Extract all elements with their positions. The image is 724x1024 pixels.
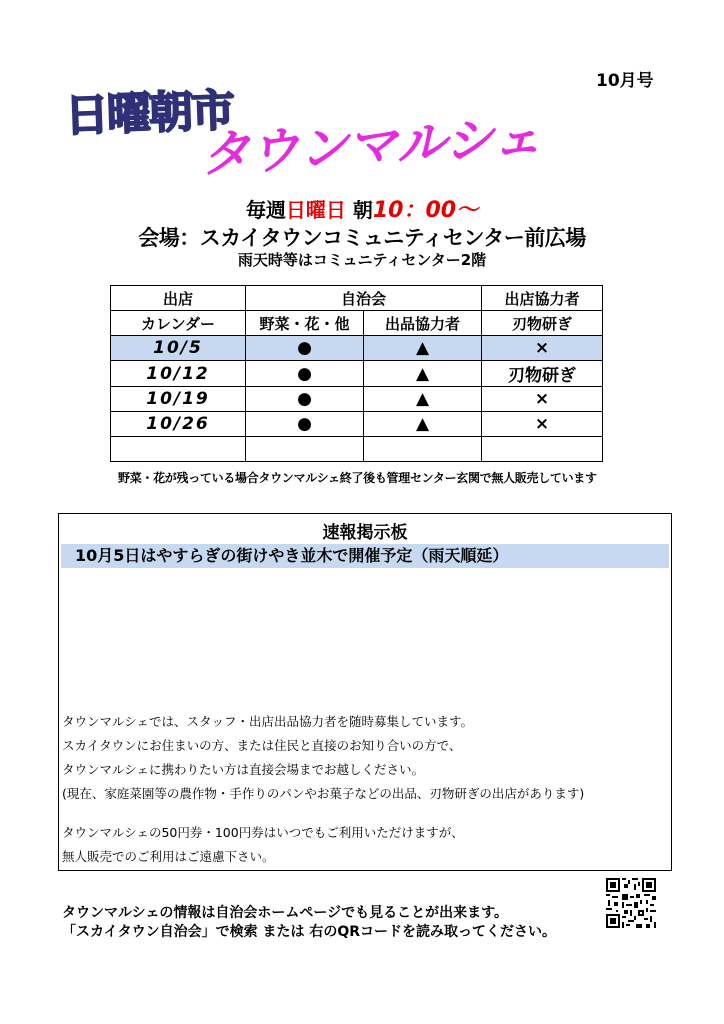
row-sharpening: ×	[482, 336, 603, 361]
venue-line: 会場：スカイタウンコミュニティセンター前広場	[138, 226, 586, 250]
schedule-day: 日曜日	[285, 198, 346, 222]
calendar-subheader-contributors: 出品協力者	[364, 311, 482, 336]
calendar-note: 野菜・花が残っている場合タウンマルシェ終了後も管理センター玄関で無人販売しています	[118, 471, 597, 485]
empty-cell	[364, 437, 482, 462]
row-sharpening: ×	[482, 412, 603, 437]
row-vegetables: ●	[246, 387, 364, 412]
table-row	[111, 412, 603, 437]
rain-venue-line: 雨天時等はコミュニティセンター2階	[237, 251, 487, 269]
table-row	[111, 387, 603, 412]
qr-code-icon[interactable]	[606, 878, 656, 928]
calendar-header-group2: 出店協力者	[482, 286, 603, 311]
empty-cell	[111, 437, 246, 462]
logo-title-kana: タウンマルシェ	[198, 108, 543, 184]
calendar-subheader-vegetables: 野菜・花・他	[246, 311, 364, 336]
calendar-header-title: 出店	[111, 286, 246, 311]
footer-line-1: タウンマルシェの情報は自治会ホームページでも見ることが出来ます。	[62, 905, 508, 921]
row-sharpening: 刃物研ぎ	[482, 361, 603, 387]
board-line: (現在、家庭菜園等の農作物・手作りのパンやお菓子などの出品、刃物研ぎの出店があります)	[62, 786, 585, 801]
issue-label: 10月号	[596, 71, 654, 91]
calendar-subheader-sharpening: 刃物研ぎ	[482, 311, 603, 336]
footer-line-2: 「スカイタウン自治会」で検索 または 右のQRコードを読み取ってください。	[62, 924, 557, 940]
schedule-line	[0, 193, 724, 224]
logo-title-kanji: 日曜朝市	[64, 85, 234, 143]
schedule-time: 10：00～	[372, 198, 479, 223]
bulletin-board	[58, 513, 672, 871]
row-contributors: ▲	[364, 387, 482, 412]
row-date: 10/5	[111, 336, 246, 361]
board-line: スカイタウンにお住まいの方、または住民と直接のお知り合いの方で、	[62, 738, 462, 753]
row-vegetables: ●	[246, 412, 364, 437]
row-sharpening: ×	[482, 387, 603, 412]
row-date: 10/26	[111, 412, 246, 437]
row-vegetables: ●	[246, 336, 364, 361]
row-contributors: ▲	[364, 361, 482, 387]
row-vegetables: ●	[246, 361, 364, 387]
row-date: 10/12	[111, 361, 246, 387]
calendar-header-group1: 自治会	[246, 286, 482, 311]
row-contributors: ▲	[364, 412, 482, 437]
calendar-table	[110, 285, 603, 462]
board-line: タウンマルシェに携わりたい方は直接会場までお越しください。	[62, 762, 424, 777]
table-row-empty	[111, 437, 603, 462]
schedule-morning: 朝	[345, 198, 373, 222]
board-line: 無人販売でのご利用はご遠慮下さい。	[62, 849, 275, 864]
calendar-header-subtitle: カレンダー	[111, 311, 246, 336]
bulletin-headline: 10月5日はやすらぎの街けやき並木で開催予定（雨天順延）	[61, 544, 669, 568]
row-contributors: ▲	[364, 336, 482, 361]
schedule-prefix: 毎週	[245, 198, 286, 222]
empty-cell	[482, 437, 603, 462]
table-row	[111, 361, 603, 387]
empty-cell	[246, 437, 364, 462]
bulletin-board-title: 速報掲示板	[322, 523, 408, 543]
board-line: タウンマルシェでは、スタッフ・出店出品協力者を随時募集しています。	[62, 714, 473, 729]
board-line: タウンマルシェの50円券・100円券はいつでもご利用いただけますが、	[62, 825, 464, 840]
table-row	[111, 336, 603, 361]
row-date: 10/19	[111, 387, 246, 412]
